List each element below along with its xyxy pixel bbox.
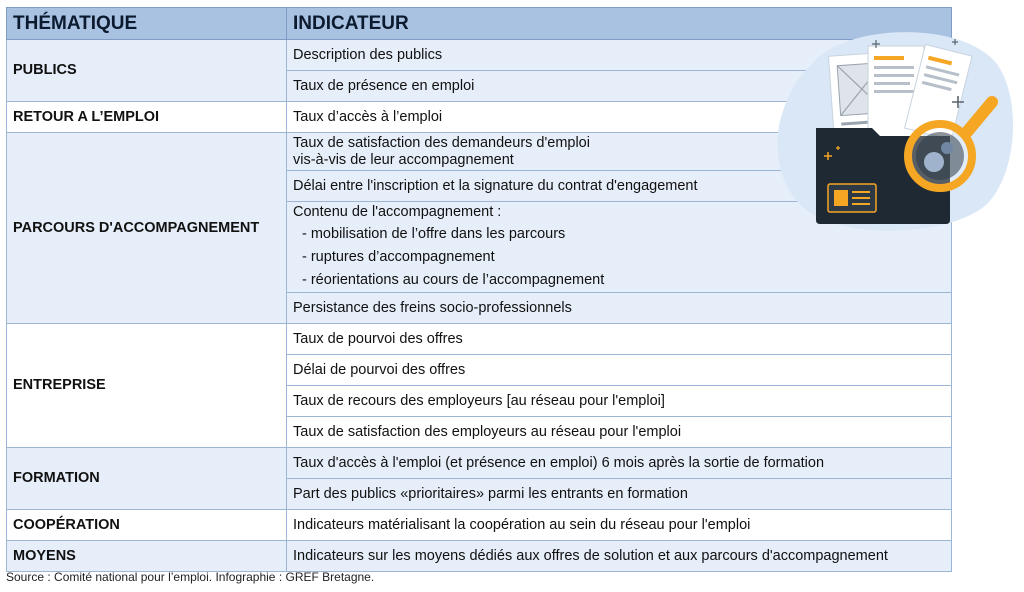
theme-retour-emploi: RETOUR A L’EMPLOI (7, 102, 287, 133)
header-indicateur: INDICATEUR (287, 8, 952, 40)
header-thematique: THÉMATIQUE (7, 8, 287, 40)
theme-publics: PUBLICS (7, 40, 287, 102)
theme-entreprise: ENTREPRISE (7, 324, 287, 448)
source-note: Source : Comité national pour l’emploi. Infographie : GREF Bretagne. (6, 570, 375, 584)
theme-formation: FORMATION (7, 448, 287, 510)
indicator-cell: Taux de pourvoi des offres (287, 324, 952, 355)
indicator-cell: Indicateurs sur les moyens dédiés aux offres de solution et aux parcours d'accompagnement (287, 541, 952, 572)
indicator-cell: Taux d’accès à l’emploi (287, 102, 952, 133)
indicator-subitem: - réorientations au cours de l’accompagnement (302, 272, 605, 288)
theme-parcours: PARCOURS D'ACCOMPAGNEMENT (7, 133, 287, 324)
indicator-cell: Persistance des freins socio-professionnels (287, 293, 952, 324)
table-row (7, 541, 952, 572)
indicator-subitem: - mobilisation de l’offre dans les parcours (302, 226, 566, 242)
indicator-cell: Part des publics «prioritaires» parmi les entrants en formation (287, 479, 952, 510)
indicator-cell: Taux de recours des employeurs [au réseau pour l'emploi] (287, 386, 952, 417)
indicator-line: Taux de satisfaction des demandeurs d'emploi (293, 134, 590, 151)
indicator-cell: Délai entre l'inscription et la signature du contrat d'engagement (287, 171, 952, 202)
table-row (7, 510, 952, 541)
indicator-cell: Délai de pourvoi des offres (287, 355, 952, 386)
indicator-cell: Indicateurs matérialisant la coopération au sein du réseau pour l'emploi (287, 510, 952, 541)
indicator-cell: Taux d'accès à l'emploi (et présence en emploi) 6 mois après la sortie de formation (287, 448, 952, 479)
table-row (7, 448, 952, 479)
theme-cooperation: COOPÉRATION (7, 510, 287, 541)
indicator-cell: Description des publics (287, 40, 952, 71)
theme-moyens: MOYENS (7, 541, 287, 572)
indicator-line: vis-à-vis de leur accompagnement (293, 151, 514, 168)
table-row (7, 324, 952, 355)
indicator-line: Contenu de l'accompagnement : (293, 204, 502, 220)
indicator-subitem: - ruptures d’accompagnement (302, 249, 495, 265)
indicator-cell: Taux de présence en emploi (287, 71, 952, 102)
indicator-cell: Taux de satisfaction des employeurs au réseau pour l'emploi (287, 417, 952, 448)
folder-documents-magnifier-icon (772, 24, 1018, 236)
